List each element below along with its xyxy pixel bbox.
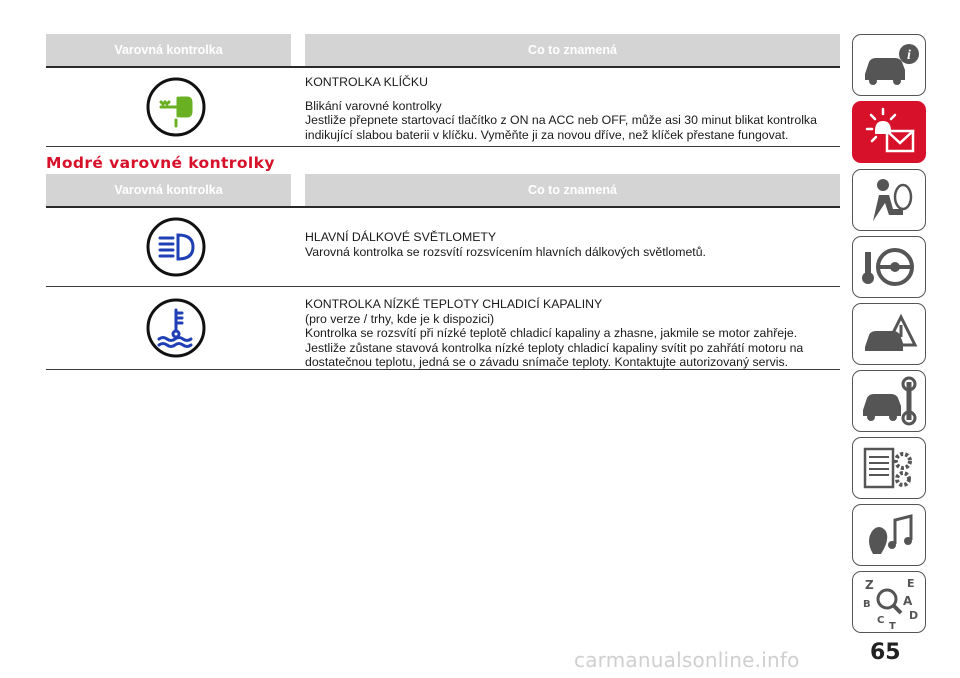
low-coolant-temperature-icon xyxy=(46,287,305,369)
warning-table-2 xyxy=(46,174,840,370)
svg-text:B: B xyxy=(863,599,871,610)
steering-wheel-key-icon xyxy=(859,242,919,292)
row-text: Jestliže přepnete startovací tlačítko z ON na ACC neb OFF, může asi 30 minut blikat kontrolka indikující slabou baterii v klíčku. Vyměňte ji za novou dříve, než klíček přestane fungovat. xyxy=(305,113,817,142)
header-meaning: Co to znamená xyxy=(528,183,617,197)
warning-table-1 xyxy=(46,34,840,147)
row-title: HLAVNÍ DÁLKOVÉ SVĚTLOMETY xyxy=(305,230,497,244)
table-header xyxy=(46,34,840,68)
tab-safety[interactable] xyxy=(852,169,926,231)
tab-service[interactable] xyxy=(852,370,926,432)
multimedia-icon xyxy=(859,510,919,560)
table-row xyxy=(46,287,840,370)
alphabetical-index-icon xyxy=(857,575,921,629)
header-warning-light: Varovná kontrolka xyxy=(114,43,223,57)
specifications-gears-icon xyxy=(859,443,919,493)
table-row xyxy=(46,208,840,287)
row-title: KONTROLKA NÍZKÉ TEPLOTY CHLADICÍ KAPALINY xyxy=(305,297,603,311)
row-note: (pro verze / trhy, kde je k dispozici) xyxy=(305,311,495,326)
row-text: Varovná kontrolka se rozsvítí rozsvícením hlavních dálkových světlometů. xyxy=(305,244,706,259)
svg-text:E: E xyxy=(907,577,915,590)
row-title: KONTROLKA KLÍČKU xyxy=(305,75,429,89)
page-number: 65 xyxy=(870,640,901,665)
tab-emergency[interactable] xyxy=(852,303,926,365)
row-text: Jestliže zůstane stavová kontrolka nízké teploty chladicí kapaliny svítit po zahřátí motoru na dostatečnou teplotu, jedná se o závadu snímače teploty. Kontaktujte autorizovaný servis. xyxy=(305,340,804,369)
header-meaning: Co to znamená xyxy=(528,43,617,57)
tab-index[interactable] xyxy=(852,571,926,633)
car-service-wrench-icon xyxy=(859,376,919,426)
emergency-car-icon xyxy=(859,309,919,359)
safety-airbag-icon xyxy=(859,175,919,225)
watermark: carmanualsonline.info xyxy=(574,648,800,672)
row-text: Kontrolka se rozsvítí při nízké teplotě chladicí kapaliny a zhasne, jakmile se motor zahřeje. xyxy=(305,326,798,340)
svg-text:i: i xyxy=(907,48,911,63)
svg-text:D: D xyxy=(909,609,919,622)
row-subtitle: Blikání varovné kontrolky xyxy=(305,98,442,113)
key-warning-icon xyxy=(46,68,305,146)
section-heading: Modré varovné kontrolky xyxy=(46,154,275,172)
tab-warning-lights[interactable] xyxy=(852,101,926,163)
tab-car-info[interactable] xyxy=(852,34,926,96)
svg-text:T: T xyxy=(889,621,896,629)
tab-multimedia[interactable] xyxy=(852,504,926,566)
tab-specifications[interactable] xyxy=(852,437,926,499)
table-row xyxy=(46,68,840,147)
header-warning-light: Varovná kontrolka xyxy=(114,183,223,197)
svg-text:A: A xyxy=(903,594,913,608)
car-info-icon xyxy=(857,40,921,90)
tab-starting-driving[interactable] xyxy=(852,236,926,298)
warning-light-message-icon xyxy=(857,105,921,159)
high-beam-icon xyxy=(46,208,305,286)
svg-text:Z: Z xyxy=(865,578,874,592)
table-header xyxy=(46,174,840,208)
svg-text:C: C xyxy=(877,615,885,626)
